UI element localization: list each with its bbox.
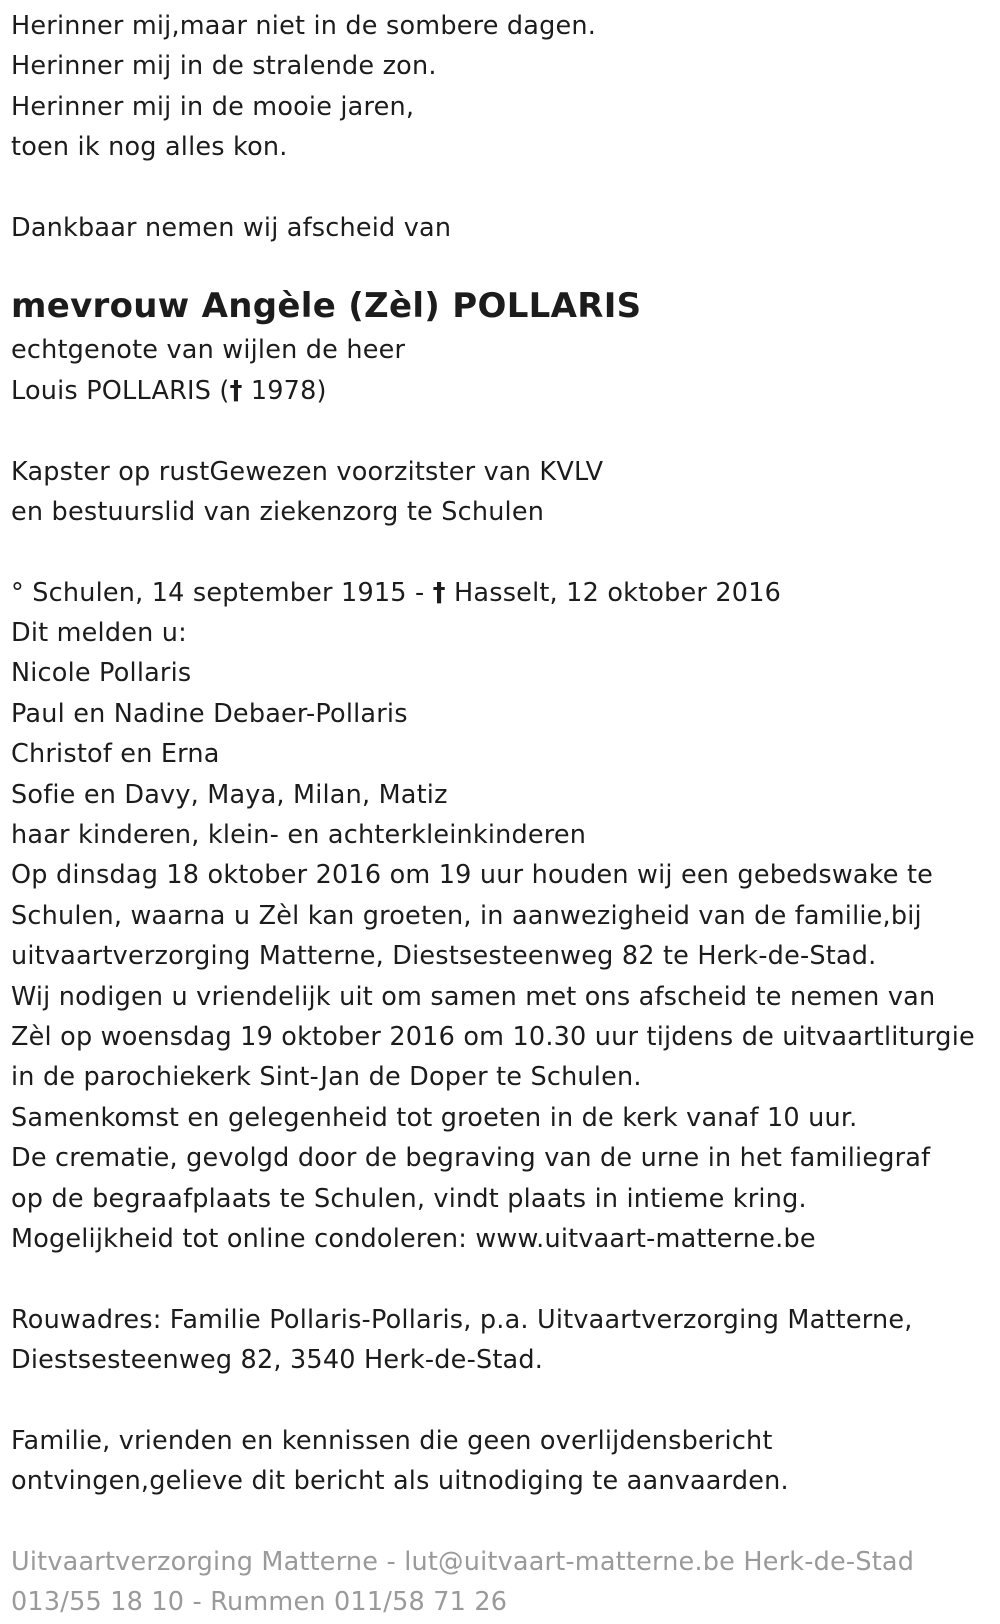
address-line: Rouwadres: Familie Pollaris-Pollaris, p.a. Uitvaartverzorging Matterne, (11, 1304, 913, 1335)
funeral-home-footer (11, 1542, 1000, 1623)
poem-line: Herinner mij in de stralende zon. (11, 51, 437, 82)
notice-line: ontvingen,gelieve dit bericht als uitnodiging te aanvaarden. (11, 1466, 789, 1497)
spouse-death-year: 1978) (242, 375, 327, 406)
ceremony-line: Wij nodigen u vriendelijk uit om samen met ons afscheid te nemen van (11, 981, 936, 1012)
spouse-name-line (11, 371, 1000, 411)
spacer (11, 168, 1000, 208)
footer-line: 013/55 18 10 - Rummen 011/58 71 26 (11, 1587, 508, 1618)
life-dates (11, 573, 1000, 613)
occupation-line: en bestuurslid van ziekenzorg te Schulen (11, 496, 545, 527)
invitation-notice (11, 1421, 1000, 1502)
family-line: haar kinderen, klein- en achterkleinkinderen (11, 820, 587, 851)
death-date: Hasselt, 12 oktober 2016 (445, 577, 782, 608)
ceremony-line: uitvaartverzorging Matterne, Diestsesteenweg 82 te Herk-de-Stad. (11, 941, 877, 972)
address-line: Diestsesteenweg 82, 3540 Herk-de-Stad. (11, 1345, 544, 1376)
spacer (11, 1502, 1000, 1542)
spacer (11, 1381, 1000, 1421)
ceremony-line: in de parochiekerk Sint-Jan de Doper te Schulen. (11, 1062, 642, 1093)
cross-icon: † (229, 375, 243, 406)
ceremony-details (11, 855, 1000, 1259)
poem-line: toen ik nog alles kon. (11, 132, 288, 163)
family-line: Christof en Erna (11, 739, 220, 770)
ceremony-line: Mogelijkheid tot online condoleren: www.uitvaart-matterne.be (11, 1223, 816, 1254)
birth-date: ° Schulen, 14 september 1915 - (11, 577, 433, 608)
ceremony-line: op de begraafplaats te Schulen, vindt plaats in intieme kring. (11, 1183, 807, 1214)
ceremony-line: Zèl op woensdag 19 oktober 2016 om 10.30 uur tijdens de uitvaartliturgie (11, 1021, 975, 1052)
spouse-name: Louis POLLARIS ( (11, 375, 230, 406)
footer-line: Uitvaartverzorging Matterne - lut@uitvaart-matterne.be Herk-de-Stad (11, 1547, 915, 1578)
ceremony-line: Op dinsdag 18 oktober 2016 om 19 uur houden wij een gebedswake te (11, 860, 934, 891)
family-line: Paul en Nadine Debaer-Pollaris (11, 698, 408, 729)
deceased-name: mevrouw Angèle (Zèl) POLLARIS (11, 286, 642, 327)
spouse-line: echtgenote van wijlen de heer (11, 335, 406, 366)
spacer (11, 411, 1000, 451)
family-line: Dit melden u: (11, 618, 187, 649)
occupation (11, 452, 1000, 533)
notice-line: Familie, vrienden en kennissen die geen overlijdensbericht (11, 1425, 773, 1456)
spacer (11, 532, 1000, 572)
ceremony-line: Samenkomst en gelegenheid tot groeten in de kerk vanaf 10 uur. (11, 1102, 858, 1133)
poem (11, 6, 1000, 168)
family-list (11, 613, 1000, 855)
family-line: Nicole Pollaris (11, 658, 192, 689)
spacer (11, 1259, 1000, 1299)
poem-line: Herinner mij,maar niet in de sombere dagen. (11, 11, 597, 41)
occupation-line: Kapster op rustGewezen voorzitster van KVLV (11, 456, 604, 487)
family-line: Sofie en Davy, Maya, Milan, Matiz (11, 779, 448, 810)
poem-line: Herinner mij in de mooie jaren, (11, 91, 415, 122)
spacer (11, 248, 1000, 280)
ceremony-line: Schulen, waarna u Zèl kan groeten, in aanwezigheid van de familie,bij (11, 900, 922, 931)
ceremony-line: De crematie, gevolgd door de begraving van de urne in het familiegraf (11, 1143, 931, 1174)
mourning-address (11, 1300, 1000, 1381)
intro-text: Dankbaar nemen wij afscheid van (11, 212, 452, 243)
cross-icon: † (432, 577, 446, 608)
